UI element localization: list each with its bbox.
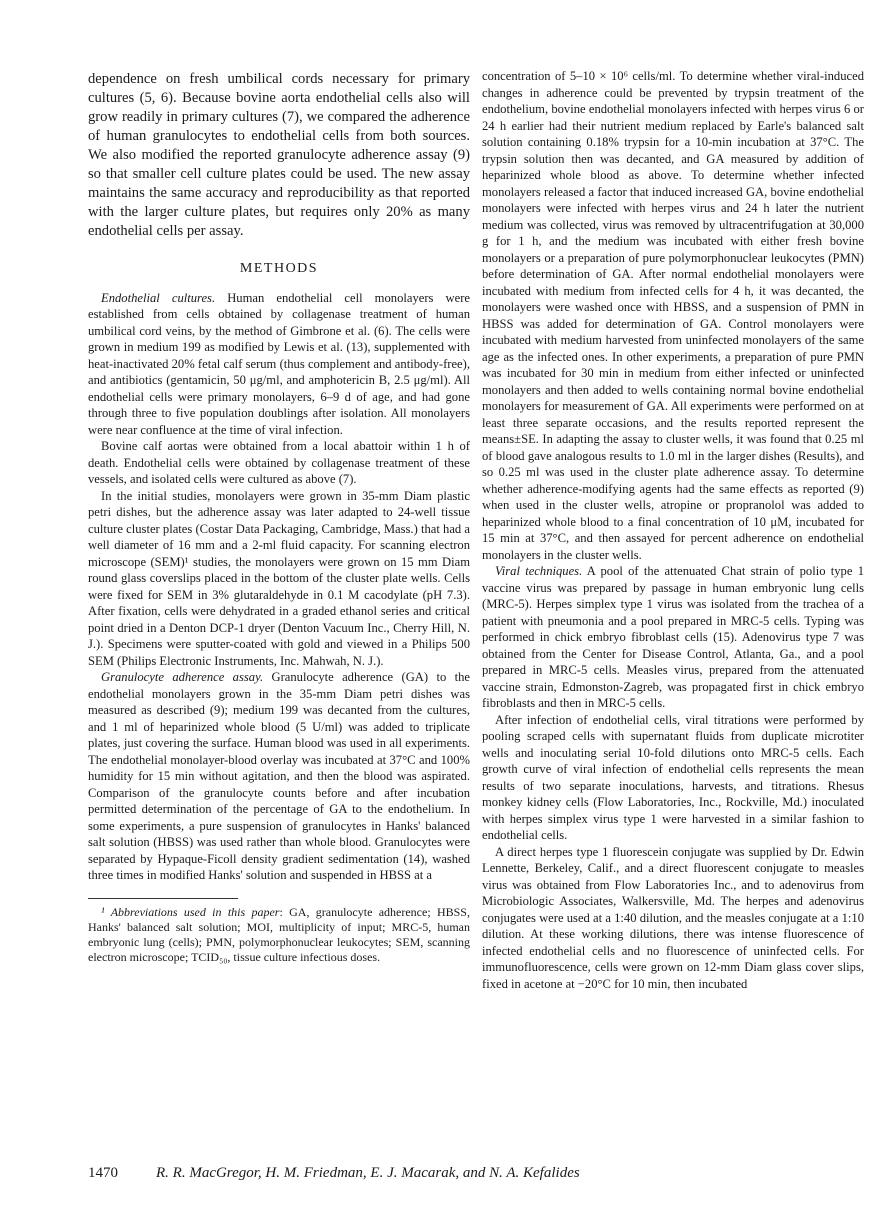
running-authors: R. R. MacGregor, H. M. Friedman, E. J. Macarak, and N. A. Kefalides: [156, 1165, 580, 1181]
footnote-divider: [88, 898, 238, 899]
methods-heading: METHODS: [239, 261, 319, 276]
footnote-label: ¹ Abbreviations used in this paper: [101, 904, 280, 919]
fluorescein-paragraph: A direct herpes type 1 fluorescein conjugate was supplied by Dr. Edwin Lennette, Berkeley, Calif., and a direct fluorescent conjugate to measles virus was obtained from Flow Laboratories Inc., and to adenovirus from Microbiologic Associates, Walkersville, Md. The herpes and adenovirus conjugates were used at a 1:40 dilution, and the measles conjugate at a 1:10 dilution. At these working dilutions, there was intense fluorescence of infected endothelial cells and no fluorescence of uninfected cells. For immunofluorescence, cells were grown on 12-mm Diam glass cover slips, fixed in acetone at −20°C for 10 min, then incubated: [482, 844, 864, 991]
footnote: [88, 905, 470, 965]
footnote-text: : GA, granulocyte adherence; HBSS, Hanks' balanced salt solution; MOI, multiplicity of input; MRC-5, human embryonic lung (cells); PMN, polymorphonuclear leukocytes; SEM, scanning electron microscope; TCID₅₀, tissue culture infectious doses.: [88, 904, 470, 964]
ga-assay-title: Granulocyte adherence assay.: [101, 670, 264, 684]
ga-assay-text: Granulocyte adherence (GA) to the endothelial monolayers grown in the 35-mm Diam petri dishes was measured as described (9); medium 199 was decanted from the cultures, and 1 ml of heparinized whole blood (5 U/ml) was added to triplicate plates, just covering the surface. Human blood was used in all experiments. The endothelial monolayer-blood overlay was incubated at 37°C and 100% humidity for 15 min without agitation, and then the blood was aspirated. Comparison of the granulocyte counts before and after incubation permitted determination of the percentage of GA to the endothelium. In some experiments, a pure suspension of granulocytes in Hanks' balanced salt solution (HBSS) was used rather than whole blood. Granulocytes were separated by Hypaque-Ficoll density gradient sedimentation (14), washed three times in modified Hanks' solution and suspended in HBSS at a: [88, 670, 470, 882]
viral-titrations-paragraph: After infection of endothelial cells, viral titrations were performed by pooling scraped cells with supernatant fluids from duplicate microtiter wells and inoculating serial 10-fold dilutions onto MRC-5 cells. Each growth curve of viral infection of endothelial cells represents the mean results of two separate inoculations, harvests, and titrations. Rhesus monkey kidney cells (Flow Laboratories, Inc., Rockville, Md.) inoculated with herpes simplex virus type 1 were harvested in a similar fashion to endothelial cells.: [482, 712, 864, 842]
initial-studies-paragraph: In the initial studies, monolayers were grown in 35-mm Diam plastic petri dishes, but the adherence assay was later adapted to 24-well tissue culture cluster plates (Costar Data Packaging, Cambridge, Mass.) that had a well diameter of 16 mm and a 2-ml fluid capacity. For scanning electron microscope (SEM)¹ studies, the monolayers were grown on 15 mm Diam round glass coverslips placed in the bottom of the cluster plate wells. Cells were fixed for SEM in 3% glutaraldehyde in 0.1 M cacodylate (pH 7.3). After fixation, cells were dehydrated in a graded ethanol series and critical point dried in a Denton DCP-1 dryer (Denton Vacuum Inc., Cherry Hill, N. J.). Specimens were sputter-coated with gold and viewed in a Philips 500 SEM (Philips Electronic Instruments, Inc. Mahwah, N. J.).: [88, 488, 470, 668]
viral-techniques-paragraph: [482, 563, 864, 712]
endothelial-cultures-text: Human endothelial cell monolayers were established from cells obtained by collagenase treatment of human umbilical cord veins, by the method of Gimbrone et al. (6). The cells were grown in medium 199 as modified by Lewis et al. (13), supplemented with heat-inactivated 20% fetal calf serum (thus complement and antibody-free), and antibiotics (gentamicin, 50 μg/ml, and amphotericin B, 2.5 μg/ml). All endothelial cells were primary monolayers, 6–9 d of age, and had gone through three to five population doublings after isolation. All monolayers were near confluence at the time of viral infection.: [88, 290, 470, 437]
page-footer: [88, 1165, 868, 1182]
left-column: [88, 70, 470, 965]
viral-techniques-text: A pool of the attenuated Chat strain of polio type 1 vaccine virus was prepared by passage in human embryonic lung cells (MRC-5). Herpes simplex type 1 virus was isolated from the trachea of a patient with pneumonia and a pool prepared in MRC-5 cells. Typing was performed in chick embryo fibroblast cells (15). Adenovirus type 7 was obtained from the Center for Disease Control, Atlanta, Ga., and a pool prepared in MRC-5 cells. Measles virus, prepared from the attenuated vaccine strain, Edmonston-Zagreb, was propagated first in chick embryo fibroblasts and then in MRC-5 cells.: [482, 564, 864, 710]
intro-paragraph: dependence on fresh umbilical cords necessary for primary cultures (5, 6). Because bovine aorta endothelial cells also will grow readily in primary cultures (7), we compared the adherence of human granulocytes to endothelial cells from both sources. We also modified the reported granulocyte adherence assay (9) so that smaller cell culture plates could be used. The new assay maintains the same accuracy and reproducibility as that reported with the larger culture plates, but requires only 20% as many endothelial cells per assay.: [88, 71, 470, 239]
endothelial-cultures-paragraph: [88, 290, 470, 439]
right-column: [482, 68, 864, 992]
endothelial-cultures-title: Endothelial cultures.: [101, 290, 216, 305]
ga-assay-paragraph: [88, 669, 470, 884]
viral-techniques-title: Viral techniques.: [495, 564, 583, 578]
bovine-paragraph: Bovine calf aortas were obtained from a local abattoir within 1 h of death. Endothelial cells were obtained by collagenase treatment of these vessels, and isolated cells were cultured as above (7).: [88, 439, 470, 486]
page-number: 1470: [88, 1165, 118, 1181]
continuation-paragraph: concentration of 5–10 × 10⁶ cells/ml. To determine whether viral-induced changes in adherence could be prevented by trypsin treatment of the endothelium, bovine endothelial monolayers infected with herpes virus 6 or 24 h earlier had their nutrient medium replaced by Earle's balanced salt solution containing 0.18% trypsin for a 10-min incubation at 37°C. The trypsin solution then was decanted, and GA measured by addition of heparinized whole blood as above. To determine whether infected monolayers released a factor that induced increased GA, bovine endothelial monolayers were infected with herpes virus and 24 h later the nutrient medium was collected, virus was removed by ultracentrifugation at 30,000 g for 1 h, and the medium was incubated with either fresh bovine monolayers or a preparation of pure polymorphonuclear leukocytes (PMN) before determination of GA. After normal endothelial monolayers were incubated with medium from infected cells for 4 h, it was decanted, the monolayers were washed once with HBSS, and a suspension of PMN in HBSS was added for determination of GA. Control monolayers were incubated with medium harvested from uninfected monolayers of the same age as the infected ones. In other experiments, a preparation of pure PMN was incubated for 30 min in medium from either infected or uninfected monolayers and then added to wells containing normal bovine endothelial monolayers for measurement of GA. All experiments were performed on at least three separate occasions, and the results reported represent the means±SE. In adapting the assay to cluster wells, it was found that 0.25 ml of blood gave analogous results to 1.0 ml in the larger dishes (Results), and so 0.25 ml was used in the cluster plate adherence assay. To determine whether adherence-modifying agents had the same effects as reported (9) when used in the cluster wells, atropine or propranolol was added to heparinized whole blood to a final concentration of 10 μM, incubated for 15 min at 37°C, and then assayed for percent adherence on endothelial monolayers in the cluster wells.: [482, 69, 864, 562]
